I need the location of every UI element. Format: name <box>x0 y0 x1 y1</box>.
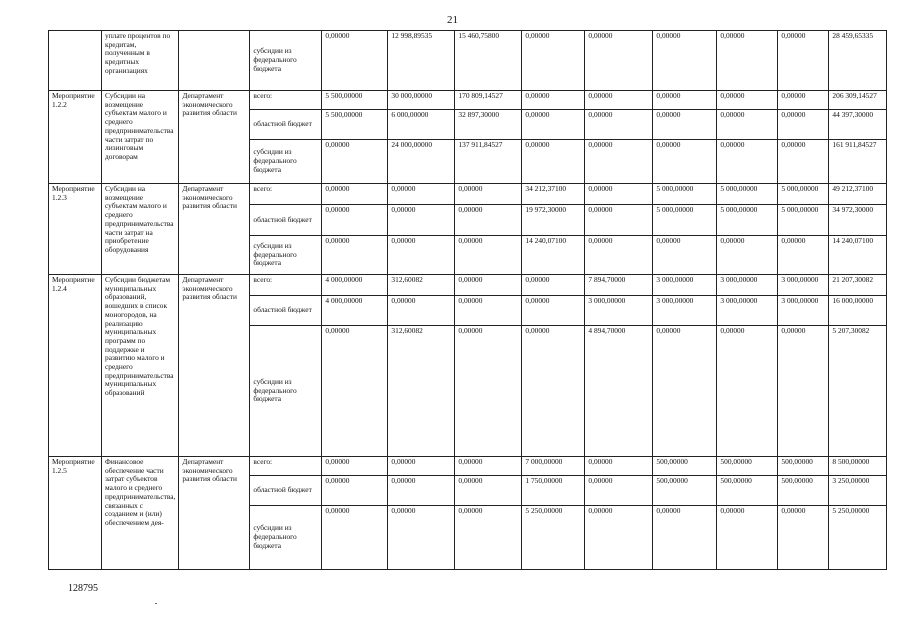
amount-cell: 0,00000 <box>322 205 388 236</box>
amount-cell: 0,00000 <box>455 506 522 570</box>
amount-cell: 0,00000 <box>522 91 585 110</box>
amount-cell: 0,00000 <box>653 110 717 140</box>
amount-cell: 0,00000 <box>585 110 653 140</box>
amount-cell: 0,00000 <box>717 236 778 275</box>
funding-source-cell: субсидии из федерального бюджета <box>250 506 322 570</box>
amount-cell: 4 000,00000 <box>322 296 388 326</box>
funding-source-cell: субсидии из федерального бюджета <box>250 236 322 275</box>
amount-cell: 0,00000 <box>322 476 388 506</box>
amount-cell: 0,00000 <box>585 184 653 205</box>
amount-cell: 500,00000 <box>717 457 778 476</box>
amount-cell: 170 809,14527 <box>455 91 522 110</box>
funding-source-cell: областной бюджет <box>250 205 322 236</box>
amount-cell: 34 972,30000 <box>829 205 887 236</box>
amount-cell: 5 500,00000 <box>322 91 388 110</box>
amount-cell: 0,00000 <box>455 476 522 506</box>
amount-cell: 0,00000 <box>717 110 778 140</box>
amount-cell: 19 972,30000 <box>522 205 585 236</box>
measure-code-cell: Мероприятие 1.2.5 <box>49 457 102 570</box>
amount-cell: 0,00000 <box>585 140 653 184</box>
amount-cell: 0,00000 <box>388 457 455 476</box>
amount-cell: 0,00000 <box>653 31 717 91</box>
amount-cell: 0,00000 <box>653 506 717 570</box>
amount-cell: 0,00000 <box>585 506 653 570</box>
amount-cell: 15 460,75800 <box>455 31 522 91</box>
amount-cell: 0,00000 <box>322 140 388 184</box>
amount-cell: 0,00000 <box>388 476 455 506</box>
amount-cell: 28 459,65335 <box>829 31 887 91</box>
executor-cell: Департамент экономического развития области <box>179 184 250 275</box>
funding-source-cell: всего: <box>250 275 322 296</box>
amount-cell: 0,00000 <box>455 326 522 457</box>
amount-cell: 0,00000 <box>717 506 778 570</box>
amount-cell: 0,00000 <box>322 31 388 91</box>
table-body <box>49 31 887 570</box>
amount-cell: 7 894,70000 <box>585 275 653 296</box>
amount-cell: 0,00000 <box>322 236 388 275</box>
amount-cell: 0,00000 <box>388 296 455 326</box>
measure-code-cell: Мероприятие 1.2.3 <box>49 184 102 275</box>
amount-cell: 0,00000 <box>455 457 522 476</box>
amount-cell: 0,00000 <box>522 275 585 296</box>
amount-cell: 5 000,00000 <box>717 184 778 205</box>
amount-cell: 0,00000 <box>778 236 829 275</box>
measure-code-cell <box>49 31 102 91</box>
amount-cell: 500,00000 <box>653 457 717 476</box>
amount-cell: 5 000,00000 <box>653 184 717 205</box>
table-row <box>49 275 887 296</box>
funding-source-cell: субсидии из федерального бюджета <box>250 140 322 184</box>
amount-cell: 137 911,84527 <box>455 140 522 184</box>
executor-cell: Департамент экономического развития области <box>179 91 250 184</box>
amount-cell: 21 207,30082 <box>829 275 887 296</box>
amount-cell: 3 000,00000 <box>717 275 778 296</box>
measure-code-cell: Мероприятие 1.2.4 <box>49 275 102 457</box>
amount-cell: 14 240,07100 <box>829 236 887 275</box>
amount-cell: 1 750,00000 <box>522 476 585 506</box>
amount-cell: 500,00000 <box>778 476 829 506</box>
amount-cell: 0,00000 <box>388 184 455 205</box>
page-number: 21 <box>447 14 458 26</box>
amount-cell: 5 207,30082 <box>829 326 887 457</box>
amount-cell: 5 500,00000 <box>322 110 388 140</box>
executor-cell <box>179 31 250 91</box>
amount-cell: 0,00000 <box>653 140 717 184</box>
amount-cell: 0,00000 <box>522 31 585 91</box>
scan-speck <box>155 603 157 604</box>
amount-cell: 24 000,00000 <box>388 140 455 184</box>
amount-cell: 3 250,00000 <box>829 476 887 506</box>
amount-cell: 3 000,00000 <box>585 296 653 326</box>
amount-cell: 0,00000 <box>455 236 522 275</box>
measure-name-cell: Субсидии бюджетам муниципальных образований, вошедших в список моногородов, на реализацию муниципальных программ по поддержке и развитию малого и среднего предпринимательства муниципальных образований <box>102 275 179 457</box>
measure-code-cell: Мероприятие 1.2.2 <box>49 91 102 184</box>
amount-cell: 16 000,00000 <box>829 296 887 326</box>
amount-cell: 0,00000 <box>455 296 522 326</box>
amount-cell: 0,00000 <box>717 326 778 457</box>
amount-cell: 34 212,37100 <box>522 184 585 205</box>
amount-cell: 0,00000 <box>585 205 653 236</box>
amount-cell: 3 000,00000 <box>778 296 829 326</box>
funding-source-cell: всего: <box>250 184 322 205</box>
funding-source-cell: субсидии из федерального бюджета <box>250 31 322 91</box>
amount-cell: 8 500,00000 <box>829 457 887 476</box>
table-row <box>49 457 887 476</box>
funding-source-cell: областной бюджет <box>250 296 322 326</box>
amount-cell: 500,00000 <box>778 457 829 476</box>
amount-cell: 5 000,00000 <box>717 205 778 236</box>
amount-cell: 161 911,84527 <box>829 140 887 184</box>
funding-source-cell: субсидии из федерального бюджета <box>250 326 322 457</box>
amount-cell: 0,00000 <box>455 275 522 296</box>
amount-cell: 0,00000 <box>585 457 653 476</box>
amount-cell: 30 000,00000 <box>388 91 455 110</box>
executor-cell: Департамент экономического развития области <box>179 457 250 570</box>
funding-source-cell: областной бюджет <box>250 476 322 506</box>
amount-cell: 0,00000 <box>585 31 653 91</box>
amount-cell: 0,00000 <box>778 506 829 570</box>
amount-cell: 0,00000 <box>455 205 522 236</box>
measure-name-cell: Субсидии на возмещение субъектам малого и среднего предпринимательства части затрат по лизинговым договорам <box>102 91 179 184</box>
measure-name-cell: Субсидии на возмещение субъектам малого и среднего предпринимательства части затрат на приобретение оборудования <box>102 184 179 275</box>
amount-cell: 12 998,89535 <box>388 31 455 91</box>
amount-cell: 0,00000 <box>778 31 829 91</box>
amount-cell: 0,00000 <box>585 91 653 110</box>
executor-cell: Департамент экономического развития области <box>179 275 250 457</box>
amount-cell: 0,00000 <box>522 296 585 326</box>
amount-cell: 7 000,00000 <box>522 457 585 476</box>
amount-cell: 3 000,00000 <box>717 296 778 326</box>
amount-cell: 5 000,00000 <box>778 184 829 205</box>
amount-cell: 0,00000 <box>585 236 653 275</box>
funding-source-cell: всего: <box>250 91 322 110</box>
amount-cell: 0,00000 <box>322 184 388 205</box>
amount-cell: 500,00000 <box>653 476 717 506</box>
amount-cell: 0,00000 <box>522 110 585 140</box>
funding-source-cell: областной бюджет <box>250 110 322 140</box>
amount-cell: 5 250,00000 <box>522 506 585 570</box>
measure-name-cell: Финансовое обеспечение части затрат субъектов малого и среднего предпринимательства, связанных с созданием и (или) обеспечением дея- <box>102 457 179 570</box>
amount-cell: 6 000,00000 <box>388 110 455 140</box>
amount-cell: 5 000,00000 <box>778 205 829 236</box>
amount-cell: 0,00000 <box>778 326 829 457</box>
amount-cell: 4 894,70000 <box>585 326 653 457</box>
amount-cell: 0,00000 <box>388 506 455 570</box>
amount-cell: 0,00000 <box>717 140 778 184</box>
amount-cell: 0,00000 <box>778 91 829 110</box>
amount-cell: 0,00000 <box>522 140 585 184</box>
amount-cell: 14 240,07100 <box>522 236 585 275</box>
amount-cell: 0,00000 <box>717 91 778 110</box>
amount-cell: 500,00000 <box>717 476 778 506</box>
funding-source-cell: всего: <box>250 457 322 476</box>
budget-table <box>48 30 887 570</box>
amount-cell: 0,00000 <box>388 205 455 236</box>
table-row <box>49 184 887 205</box>
amount-cell: 5 000,00000 <box>653 205 717 236</box>
footer-code: 128795 <box>68 583 98 594</box>
amount-cell: 0,00000 <box>778 110 829 140</box>
measure-name-cell: уплате процентов по кредитам, полученным в кредитных организациях <box>102 31 179 91</box>
amount-cell: 3 000,00000 <box>778 275 829 296</box>
amount-cell: 3 000,00000 <box>653 275 717 296</box>
table-row <box>49 91 887 110</box>
amount-cell: 49 212,37100 <box>829 184 887 205</box>
amount-cell: 32 897,30000 <box>455 110 522 140</box>
amount-cell: 312,60082 <box>388 275 455 296</box>
amount-cell: 0,00000 <box>653 326 717 457</box>
amount-cell: 5 250,00000 <box>829 506 887 570</box>
amount-cell: 0,00000 <box>388 236 455 275</box>
amount-cell: 0,00000 <box>322 457 388 476</box>
amount-cell: 0,00000 <box>653 236 717 275</box>
amount-cell: 0,00000 <box>653 91 717 110</box>
amount-cell: 312,60082 <box>388 326 455 457</box>
amount-cell: 206 309,14527 <box>829 91 887 110</box>
amount-cell: 4 000,00000 <box>322 275 388 296</box>
amount-cell: 0,00000 <box>322 326 388 457</box>
amount-cell: 0,00000 <box>717 31 778 91</box>
amount-cell: 0,00000 <box>522 326 585 457</box>
amount-cell: 0,00000 <box>778 140 829 184</box>
amount-cell: 44 397,30000 <box>829 110 887 140</box>
table-row <box>49 31 887 91</box>
amount-cell: 3 000,00000 <box>653 296 717 326</box>
amount-cell: 0,00000 <box>455 184 522 205</box>
amount-cell: 0,00000 <box>322 506 388 570</box>
amount-cell: 0,00000 <box>585 476 653 506</box>
